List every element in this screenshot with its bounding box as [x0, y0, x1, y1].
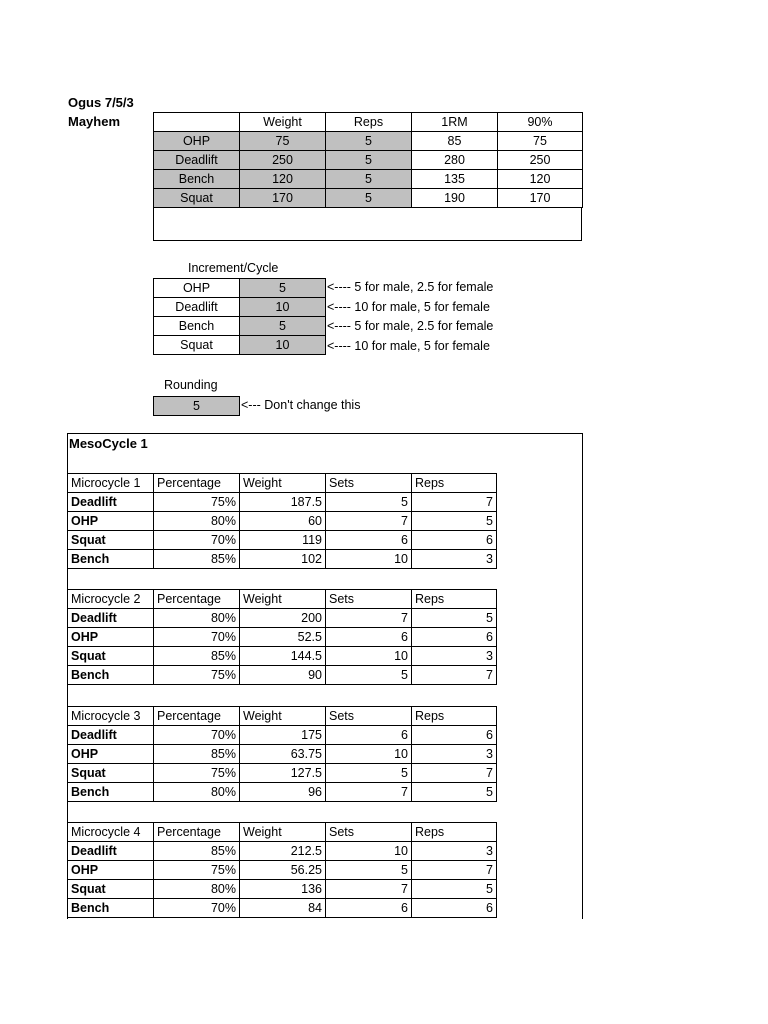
increment-value-cell[interactable]: 10 — [240, 336, 326, 355]
lift-name-cell[interactable]: Squat — [68, 880, 154, 899]
header-cell[interactable]: Sets — [326, 707, 412, 726]
reps-cell[interactable]: 3 — [412, 745, 497, 764]
table-row — [154, 189, 583, 208]
increment-note: <---- 10 for male, 5 for female — [327, 300, 490, 314]
reps-cell[interactable]: 7 — [412, 764, 497, 783]
microcycle-1-table — [67, 473, 497, 569]
header-cell[interactable]: Weight — [240, 590, 326, 609]
reps-cell[interactable]: 6 — [412, 531, 497, 550]
weight-cell[interactable]: 127.5 — [240, 764, 326, 783]
weight-cell[interactable]: 175 — [240, 726, 326, 745]
header-cell[interactable] — [154, 113, 240, 132]
weight-cell[interactable]: 84 — [240, 899, 326, 918]
ninety-percent-cell[interactable]: 250 — [498, 151, 583, 170]
table-row — [68, 899, 497, 918]
percentage-cell[interactable]: 85% — [154, 745, 240, 764]
reps-cell[interactable]: 6 — [412, 628, 497, 647]
reps-cell[interactable]: 5 — [412, 880, 497, 899]
reps-cell[interactable]: 3 — [412, 550, 497, 569]
increment-value-cell[interactable]: 5 — [240, 317, 326, 336]
one-rm-cell[interactable]: 135 — [412, 170, 498, 189]
increment-lift-cell[interactable]: Deadlift — [154, 298, 240, 317]
percentage-cell[interactable]: 70% — [154, 726, 240, 745]
percentage-cell[interactable]: 80% — [154, 512, 240, 531]
increment-note: <---- 5 for male, 2.5 for female — [327, 280, 494, 294]
table-row — [68, 550, 497, 569]
reps-cell[interactable]: 7 — [412, 861, 497, 880]
table-header-row — [68, 474, 497, 493]
table-row — [68, 531, 497, 550]
reps-cell[interactable]: 5 — [412, 512, 497, 531]
header-cell[interactable]: Reps — [326, 113, 412, 132]
table-row — [68, 842, 497, 861]
sets-cell[interactable]: 7 — [326, 880, 412, 899]
lift-name-cell[interactable]: Squat — [154, 189, 240, 208]
reps-cell[interactable]: 6 — [412, 726, 497, 745]
sets-cell[interactable]: 10 — [326, 842, 412, 861]
sets-cell[interactable]: 7 — [326, 512, 412, 531]
table-header-row — [154, 113, 583, 132]
lift-name-cell[interactable]: OHP — [68, 512, 154, 531]
reps-cell[interactable]: 5 — [412, 609, 497, 628]
weight-cell[interactable]: 60 — [240, 512, 326, 531]
weight-cell[interactable]: 96 — [240, 783, 326, 802]
sheet-title: Ogus 7/5/3 — [68, 95, 134, 110]
weight-cell[interactable]: 144.5 — [240, 647, 326, 666]
one-rm-cell[interactable]: 280 — [412, 151, 498, 170]
header-cell[interactable]: Microcycle 2 — [68, 590, 154, 609]
table-row — [154, 298, 326, 317]
header-cell[interactable]: 1RM — [412, 113, 498, 132]
table-row — [68, 783, 497, 802]
header-cell[interactable]: Percentage — [154, 474, 240, 493]
increment-value-cell[interactable]: 10 — [240, 298, 326, 317]
sets-cell[interactable]: 10 — [326, 745, 412, 764]
table-row — [154, 151, 583, 170]
table-row — [154, 336, 326, 355]
sheet-subtitle: Mayhem — [68, 114, 121, 129]
lift-name-cell[interactable]: Bench — [68, 899, 154, 918]
lift-name-cell[interactable]: Bench — [68, 550, 154, 569]
reps-input-cell[interactable]: 5 — [326, 132, 412, 151]
table-header-row — [68, 590, 497, 609]
sets-cell[interactable]: 6 — [326, 899, 412, 918]
percentage-cell[interactable]: 80% — [154, 783, 240, 802]
header-cell[interactable]: Weight — [240, 474, 326, 493]
weight-cell[interactable]: 102 — [240, 550, 326, 569]
percentage-cell[interactable]: 70% — [154, 628, 240, 647]
weight-cell[interactable]: 136 — [240, 880, 326, 899]
percentage-cell[interactable]: 80% — [154, 609, 240, 628]
ninety-percent-cell[interactable]: 75 — [498, 132, 583, 151]
ninety-percent-cell[interactable]: 170 — [498, 189, 583, 208]
increment-note: <---- 10 for male, 5 for female — [327, 339, 490, 353]
lift-name-cell[interactable]: OHP — [154, 132, 240, 151]
header-cell[interactable]: Sets — [326, 823, 412, 842]
percentage-cell[interactable]: 85% — [154, 550, 240, 569]
header-cell[interactable]: Weight — [240, 707, 326, 726]
microcycle-3-table — [67, 706, 497, 802]
reps-cell[interactable]: 6 — [412, 899, 497, 918]
lift-name-cell[interactable]: Squat — [68, 647, 154, 666]
header-cell[interactable]: Weight — [240, 823, 326, 842]
percentage-cell[interactable]: 70% — [154, 531, 240, 550]
lift-name-cell[interactable]: Deadlift — [68, 493, 154, 512]
lift-name-cell[interactable]: Deadlift — [154, 151, 240, 170]
table-row — [68, 647, 497, 666]
weight-cell[interactable]: 56.25 — [240, 861, 326, 880]
weight-cell[interactable]: 187.5 — [240, 493, 326, 512]
header-cell[interactable]: Microcycle 4 — [68, 823, 154, 842]
percentage-cell[interactable]: 75% — [154, 666, 240, 685]
increment-label: Increment/Cycle — [188, 261, 279, 275]
table-row — [68, 628, 497, 647]
increment-lift-cell[interactable]: OHP — [154, 279, 240, 298]
table-row — [68, 726, 497, 745]
empty-notes-area[interactable] — [153, 208, 582, 241]
table-row — [68, 666, 497, 685]
header-cell[interactable]: Percentage — [154, 823, 240, 842]
weight-input-cell[interactable]: 250 — [240, 151, 326, 170]
header-cell[interactable]: Reps — [412, 823, 497, 842]
table-row — [154, 132, 583, 151]
header-cell[interactable]: Sets — [326, 590, 412, 609]
reps-cell[interactable]: 7 — [412, 493, 497, 512]
rounding-note: <--- Don't change this — [241, 398, 361, 412]
lift-name-cell[interactable]: Deadlift — [68, 842, 154, 861]
lift-name-cell[interactable]: Deadlift — [68, 609, 154, 628]
lift-name-cell[interactable]: OHP — [68, 861, 154, 880]
reps-cell[interactable]: 5 — [412, 783, 497, 802]
weight-cell[interactable]: 200 — [240, 609, 326, 628]
weight-input-cell[interactable]: 75 — [240, 132, 326, 151]
lift-stats-table — [153, 112, 583, 208]
increment-lift-cell[interactable]: Squat — [154, 336, 240, 355]
percentage-cell[interactable]: 70% — [154, 899, 240, 918]
table-row — [68, 764, 497, 783]
lift-name-cell[interactable]: OHP — [68, 628, 154, 647]
percentage-cell[interactable]: 75% — [154, 493, 240, 512]
reps-input-cell[interactable]: 5 — [326, 170, 412, 189]
one-rm-cell[interactable]: 85 — [412, 132, 498, 151]
reps-cell[interactable]: 3 — [412, 842, 497, 861]
lift-name-cell[interactable]: Bench — [68, 783, 154, 802]
table-row — [154, 170, 583, 189]
table-row — [68, 880, 497, 899]
weight-cell[interactable]: 119 — [240, 531, 326, 550]
header-cell[interactable]: Reps — [412, 474, 497, 493]
increment-value-cell[interactable]: 5 — [240, 279, 326, 298]
sets-cell[interactable]: 7 — [326, 609, 412, 628]
header-cell[interactable]: Microcycle 1 — [68, 474, 154, 493]
mesocycle-title: MesoCycle 1 — [69, 436, 148, 451]
table-header-row — [68, 823, 497, 842]
weight-cell[interactable]: 212.5 — [240, 842, 326, 861]
table-row — [68, 861, 497, 880]
weight-cell[interactable]: 90 — [240, 666, 326, 685]
percentage-cell[interactable]: 75% — [154, 861, 240, 880]
rounding-label: Rounding — [164, 378, 218, 392]
lift-name-cell[interactable]: Squat — [68, 764, 154, 783]
microcycle-4-table — [67, 822, 497, 918]
lift-name-cell[interactable]: Bench — [68, 666, 154, 685]
lift-name-cell[interactable]: Deadlift — [68, 726, 154, 745]
sets-cell[interactable]: 7 — [326, 783, 412, 802]
weight-input-cell[interactable]: 170 — [240, 189, 326, 208]
sets-cell[interactable]: 6 — [326, 726, 412, 745]
table-row — [154, 317, 326, 336]
table-row — [68, 609, 497, 628]
increment-table — [153, 278, 326, 355]
one-rm-cell[interactable]: 190 — [412, 189, 498, 208]
sets-cell[interactable]: 10 — [326, 550, 412, 569]
percentage-cell[interactable]: 85% — [154, 647, 240, 666]
table-row — [68, 493, 497, 512]
header-cell[interactable]: Sets — [326, 474, 412, 493]
table-row — [154, 279, 326, 298]
weight-input-cell[interactable]: 120 — [240, 170, 326, 189]
sets-cell[interactable]: 5 — [326, 493, 412, 512]
lift-name-cell[interactable]: OHP — [68, 745, 154, 764]
sets-cell[interactable]: 10 — [326, 647, 412, 666]
lift-name-cell[interactable]: Bench — [154, 170, 240, 189]
table-row — [68, 745, 497, 764]
sets-cell[interactable]: 5 — [326, 666, 412, 685]
header-cell[interactable]: Percentage — [154, 707, 240, 726]
weight-cell[interactable]: 52.5 — [240, 628, 326, 647]
percentage-cell[interactable]: 85% — [154, 842, 240, 861]
reps-cell[interactable]: 3 — [412, 647, 497, 666]
reps-input-cell[interactable]: 5 — [326, 189, 412, 208]
ninety-percent-cell[interactable]: 120 — [498, 170, 583, 189]
sets-cell[interactable]: 6 — [326, 531, 412, 550]
reps-cell[interactable]: 7 — [412, 666, 497, 685]
sets-cell[interactable]: 5 — [326, 861, 412, 880]
weight-cell[interactable]: 63.75 — [240, 745, 326, 764]
microcycle-2-table — [67, 589, 497, 685]
sets-cell[interactable]: 5 — [326, 764, 412, 783]
header-cell[interactable]: Weight — [240, 113, 326, 132]
rounding-table — [153, 396, 240, 416]
sets-cell[interactable]: 6 — [326, 628, 412, 647]
percentage-cell[interactable]: 80% — [154, 880, 240, 899]
table-header-row — [68, 707, 497, 726]
header-cell[interactable]: Reps — [412, 590, 497, 609]
header-cell[interactable]: Percentage — [154, 590, 240, 609]
table-row — [68, 512, 497, 531]
percentage-cell[interactable]: 75% — [154, 764, 240, 783]
increment-lift-cell[interactable]: Bench — [154, 317, 240, 336]
header-cell[interactable]: Reps — [412, 707, 497, 726]
table-row — [154, 397, 240, 416]
increment-note: <---- 5 for male, 2.5 for female — [327, 319, 494, 333]
reps-input-cell[interactable]: 5 — [326, 151, 412, 170]
rounding-value-cell[interactable]: 5 — [154, 397, 240, 416]
header-cell[interactable]: 90% — [498, 113, 583, 132]
lift-name-cell[interactable]: Squat — [68, 531, 154, 550]
header-cell[interactable]: Microcycle 3 — [68, 707, 154, 726]
